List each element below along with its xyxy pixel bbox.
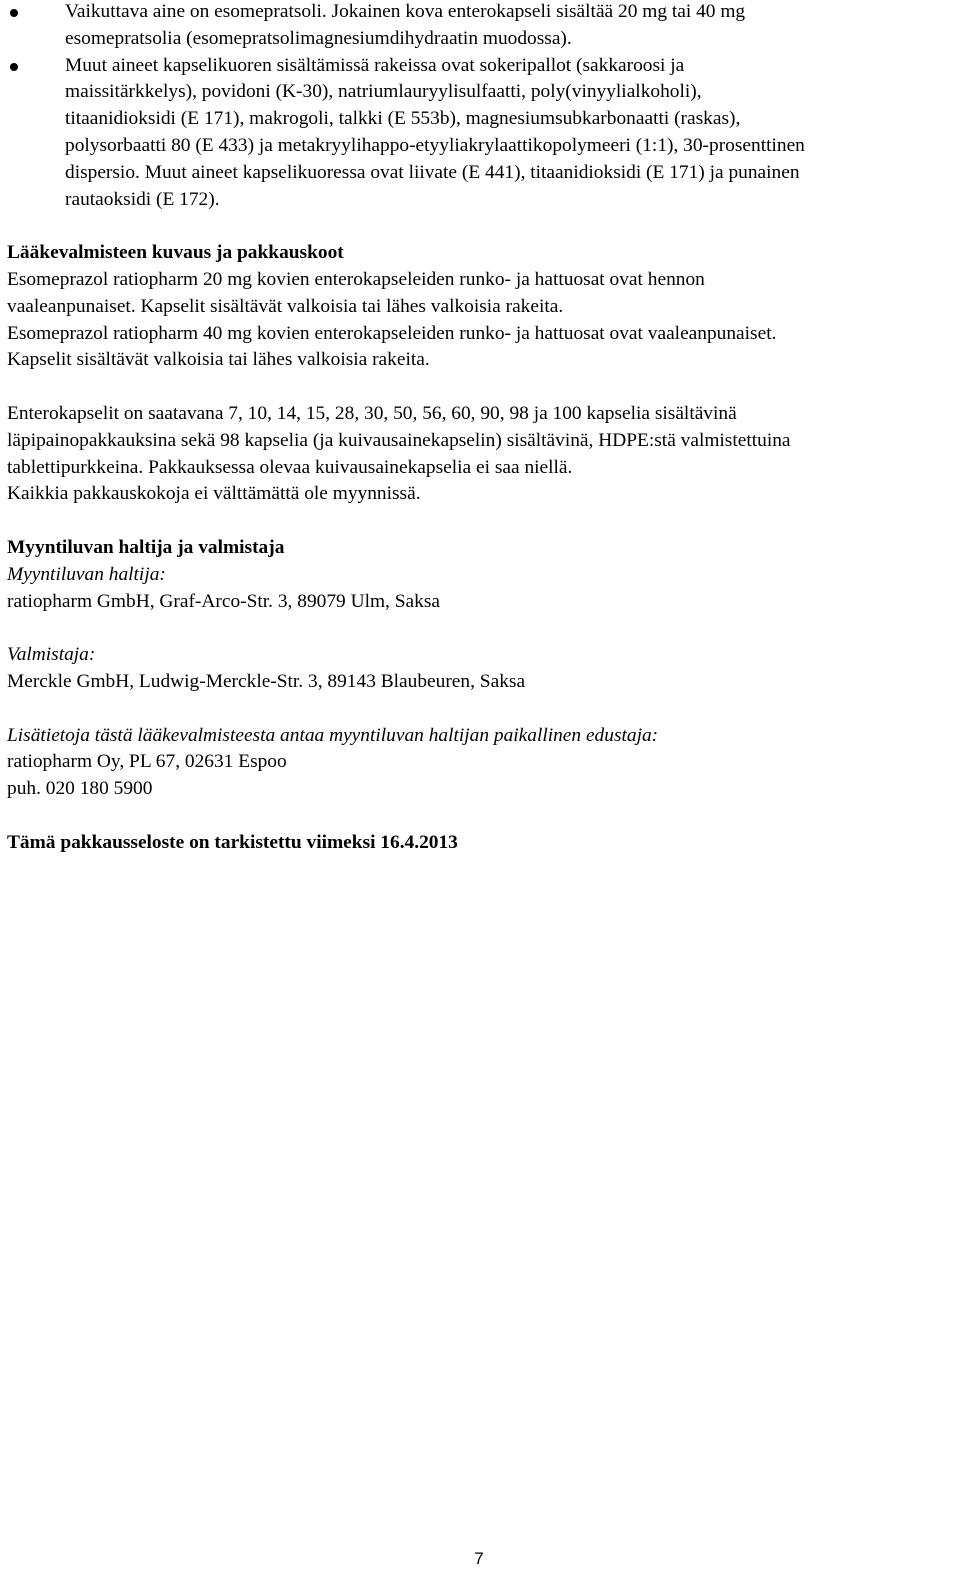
text-line: Kapselit sisältävät valkoisia tai lähes valkoisia rakeita. [7, 349, 430, 371]
section-heading: Myyntiluvan haltija ja valmistaja [7, 536, 285, 558]
text-line: titaanidioksidi (E 171), makrogoli, talkki (E 553b), magnesiumsubkarbonaatti (raskas), [65, 108, 741, 130]
holder-section [7, 535, 949, 803]
text-line: rautaoksidi (E 172). [65, 188, 220, 210]
manufacturer-label: Valmistaja: [7, 644, 96, 666]
manufacturer-value: Merckle GmbH, Ludwig-Merckle-Str. 3, 89143 Blaubeuren, Saksa [7, 670, 526, 692]
revision-date: Tämä pakkausseloste on tarkistettu viimeksi 16.4.2013 [7, 831, 458, 853]
text-line: Kaikkia pakkauskokoja ei välttämättä ole myynnissä. [7, 483, 421, 505]
text-line: tablettipurkkeina. Pakkauksessa olevaa kuivausainekapselia ei saa niellä. [7, 456, 573, 478]
text-line: polysorbaatti 80 (E 433) ja metakryylihappo-etyyliakrylaattikopolymeeri (1:1), 30-prosenttinen [65, 134, 805, 156]
text-line: Enterokapselit on saatavana 7, 10, 14, 15, 28, 30, 50, 56, 60, 90, 98 ja 100 kapselia sisältävinä [7, 402, 737, 424]
text-line: Esomeprazol ratiopharm 40 mg kovien enterokapseleiden runko- ja hattuosat ovat vaaleanpunaiset. [7, 322, 777, 344]
local-representative-label: Lisätietoja tästä lääkevalmisteesta antaa myyntiluvan haltijan paikallinen edustaja: [7, 724, 659, 746]
page-number-text: 7 [474, 1549, 484, 1568]
page-number [0, 1546, 960, 1573]
holder-value: ratiopharm GmbH, Graf-Arco-Str. 3, 89079 Ulm, Saksa [7, 590, 440, 612]
text-line: Muut aineet kapselikuoren sisältämissä rakeissa ovat sokeripallot (sakkaroosi ja [65, 54, 685, 76]
text-line: esomepratsolia (esomepratsolimagnesiumdihydraatin muodossa). [65, 27, 572, 49]
text-line: dispersio. Muut aineet kapselikuoressa ovat liivate (E 441), titaanidioksidi (E 171) ja punainen [65, 161, 800, 183]
document-body [7, 0, 949, 857]
bullet-icon [10, 63, 18, 71]
local-representative-value: ratiopharm Oy, PL 67, 02631 Espoo [7, 751, 287, 773]
list-item [7, 53, 949, 214]
holder-label: Myyntiluvan haltija: [7, 563, 166, 585]
bullet-icon [10, 9, 18, 17]
list-item [7, 0, 949, 53]
text-line: vaaleanpunaiset. Kapselit sisältävät valkoisia tai lähes valkoisia rakeita. [7, 295, 564, 317]
phone-number: puh. 020 180 5900 [7, 778, 153, 800]
ingredient-list [7, 0, 949, 213]
text-line: läpipainopakkauksina sekä 98 kapselia (ja kuivausainekapselin) sisältävinä, HDPE:stä valmistettuina [7, 429, 791, 451]
section-heading: Lääkevalmisteen kuvaus ja pakkauskoot [7, 242, 344, 264]
text-line: Vaikuttava aine on esomepratsoli. Jokainen kova enterokapseli sisältää 20 mg tai 40 mg [65, 1, 746, 22]
text-line: Esomeprazol ratiopharm 20 mg kovien enterokapseleiden runko- ja hattuosat ovat hennon [7, 268, 705, 290]
package-sizes-section [7, 401, 949, 508]
text-line: maissitärkkelys), povidoni (K-30), natriumlauryylisulfaatti, poly(vinyylialkoholi), [65, 81, 702, 103]
description-section [7, 240, 949, 374]
